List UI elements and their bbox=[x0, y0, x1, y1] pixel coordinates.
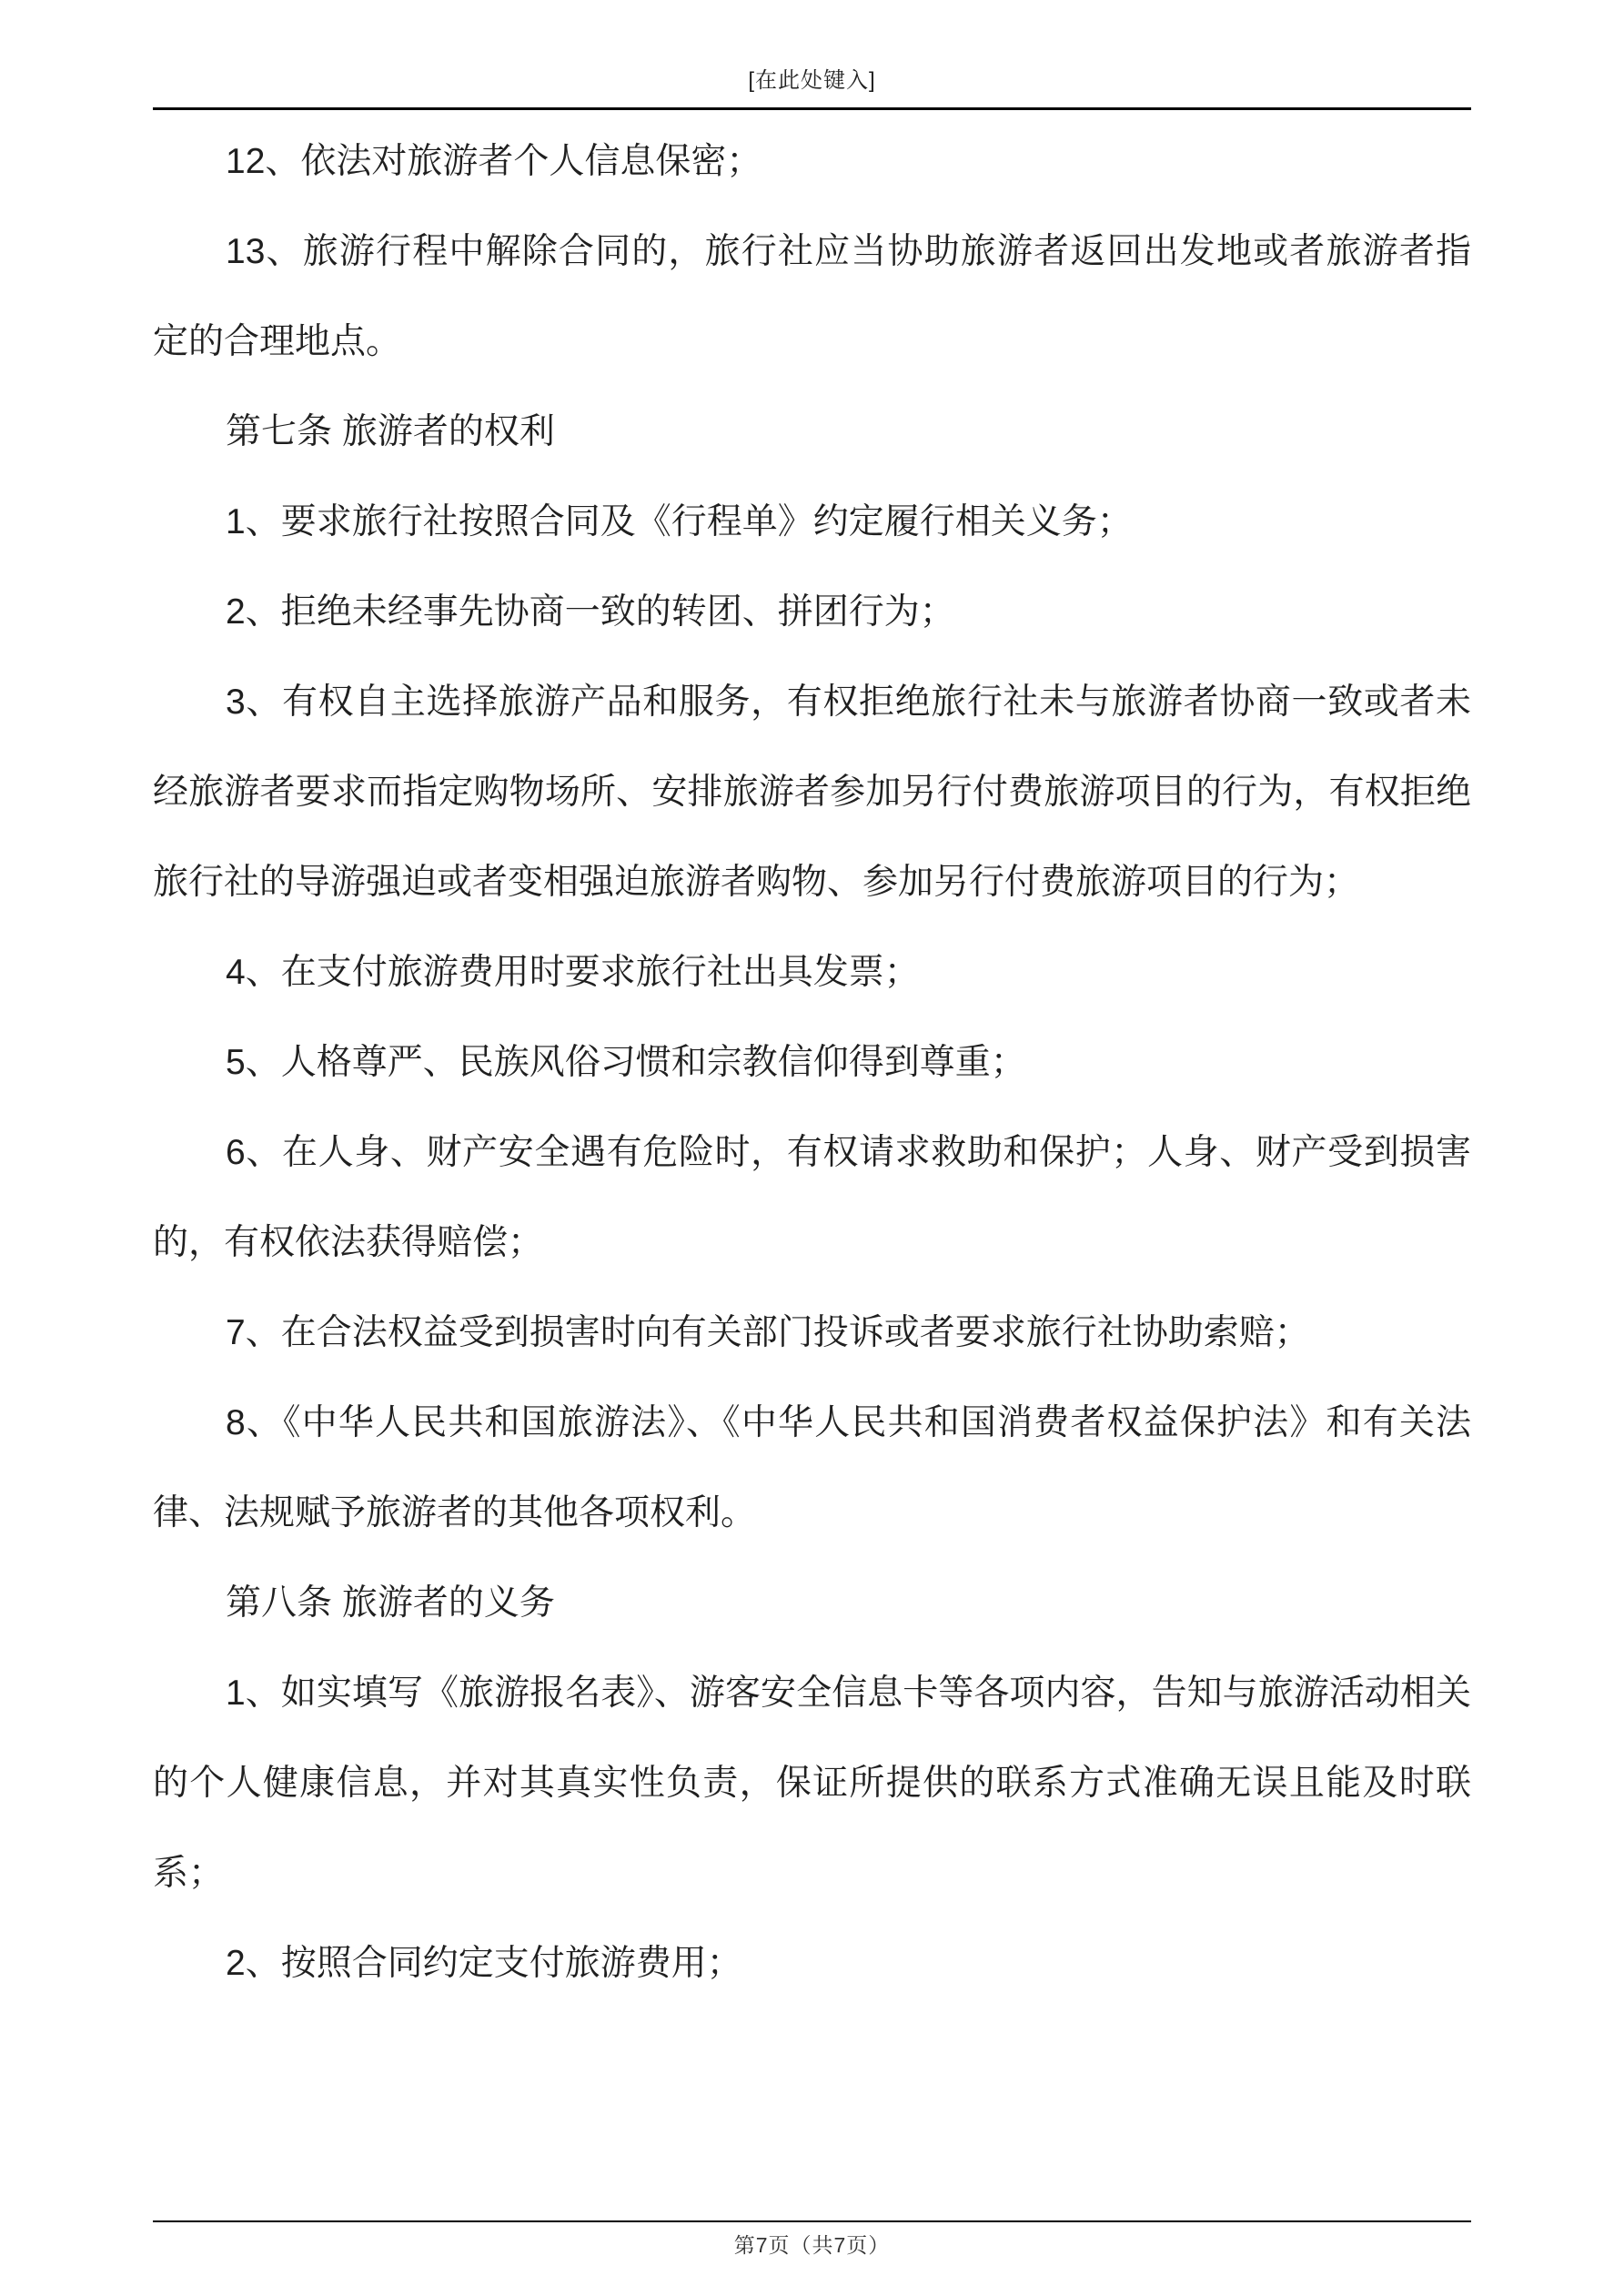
header-rule bbox=[153, 107, 1471, 110]
paragraph: 6、在人身、财产安全遇有危险时，有权请求救助和保护；人身、财产受到损害的，有权依法获得赔偿； bbox=[153, 1133, 1471, 1262]
paragraph: 第八条 旅游者的义务 bbox=[226, 1583, 555, 1623]
paragraph: 5、人格尊严、民族风俗习惯和宗教信仰得到尊重； bbox=[226, 1043, 1026, 1082]
document-body bbox=[153, 116, 1471, 2200]
paragraph: 1、如实填写《旅游报名表》、游客安全信息卡等各项内容，告知与旅游活动相关的个人健康信息，并对其真实性负责，保证所提供的联系方式准确无误且能及时联系； bbox=[153, 1674, 1471, 1893]
paragraph: 12、依法对旅游者个人信息保密； bbox=[226, 142, 762, 181]
paragraph: 7、在合法权益受到损害时向有关部门投诉或者要求旅行社协助索赔； bbox=[226, 1313, 1310, 1352]
paragraph: 2、按照合同约定支付旅游费用； bbox=[226, 1944, 742, 1983]
paragraph: 4、在支付旅游费用时要求旅行社出具发票； bbox=[226, 953, 920, 992]
header-placeholder-text: [在此处键入] bbox=[748, 68, 876, 93]
page-number: 第7页（共7页） bbox=[733, 2233, 891, 2257]
paragraph: 13、旅游行程中解除合同的，旅行社应当协助旅游者返回出发地或者旅游者指定的合理地点。 bbox=[153, 232, 1471, 361]
paragraph: 3、有权自主选择旅游产品和服务，有权拒绝旅行社未与旅游者协商一致或者未经旅游者要求而指定购物场所、安排旅游者参加另行付费旅游项目的行为，有权拒绝旅行社的导游强迫或者变相强迫旅游者购物、参加另行付费旅游项目的行为； bbox=[153, 683, 1471, 902]
paragraph: 1、要求旅行社按照合同及《行程单》约定履行相关义务； bbox=[226, 502, 1133, 541]
paragraph: 2、拒绝未经事先协商一致的转团、拼团行为； bbox=[226, 592, 955, 632]
paragraph: 8、《中华人民共和国旅游法》、《中华人民共和国消费者权益保护法》和有关法律、法规赋予旅游者的其他各项权利。 bbox=[153, 1403, 1471, 1532]
paragraph: 第七条 旅游者的权利 bbox=[226, 412, 555, 451]
footer-rule bbox=[153, 2220, 1471, 2222]
